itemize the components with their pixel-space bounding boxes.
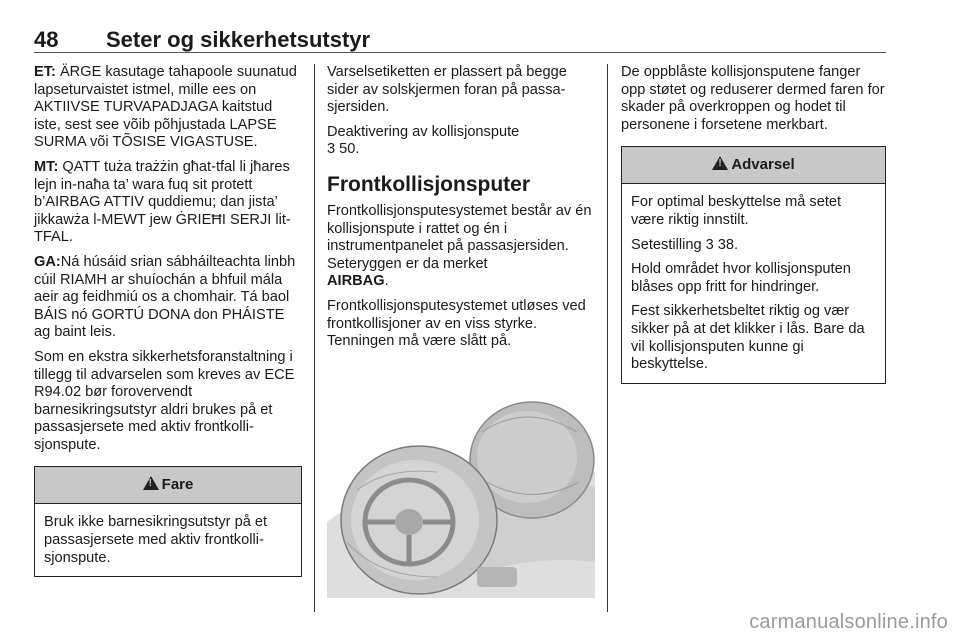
lang-label: MT:: [34, 158, 59, 175]
airbag-illustration: [327, 372, 595, 598]
watermark: carmanualsonline.info: [749, 611, 948, 633]
warning-triangle-icon: !: [143, 476, 159, 490]
warning-item: Hold området hvor kollisjonsputen blåses opp fritt for hindringer.: [631, 261, 851, 295]
paragraph-mt: [34, 159, 302, 247]
danger-box: [34, 466, 302, 577]
label-location-text: Varselsetiketten er plassert på begge sider av solskjermen foran på passasjersiden.: [327, 64, 567, 116]
warning-item: Fest sikkerhetsbeltet riktig og vær sikker på at det klikker i lås. Bare da vil kollisjonsputen kunne gi beskyttelse.: [631, 303, 865, 373]
warning-triangle-icon: !: [712, 156, 728, 170]
lang-label: GA:: [34, 253, 61, 270]
warning-item: Setestilling 3 38.: [631, 236, 739, 253]
warning-box-title: Advarsel: [731, 156, 795, 174]
warning-box: [621, 146, 886, 383]
paragraph-text: Ná húsáid srian sábháilteachta linbh cúil RIAMH ar shuíochán a bhfuil mála aeir ag feidhmiú os a chomhair. Tá baol BÁIS nó GORTÚ DONA don PHÁISTE ag baint leis.: [34, 253, 296, 341]
paragraph-extra: Som en ekstra sikkerhetsforanstaltning i tillegg til advarselen som kreves av ECE R94.02 bør forovervendt barnesikringsutstyr aldri brukes på et passasjersete med aktiv frontkollisjonspute.: [34, 348, 295, 453]
system-description: Frontkollisjonsputesystemet består av én kollisjonspute i rattet og én i instrumentpanelet på passasjersiden. Seteryggen er da merket AIRBAG.: [327, 202, 592, 290]
paragraph-text: QATT tuża trażżin għat-tfal li jħares lejn in-naħa ta’ wara fuq sit protett b’AIRBAG ATTIV quddiemu; dan jista’ jikkawża l-MEWT jew ĠRIEĦI SERJI lit-TFAL.: [34, 158, 291, 246]
page-title: Seter og sikkerhetsutstyr: [106, 27, 371, 52]
lang-label: ET:: [34, 64, 56, 80]
trigger-description: Frontkollisjonsputesystemet utløses ved frontkollisjoner av en viss styrke. Tenningen må være slått på.: [327, 297, 586, 350]
section-heading: Frontkollisjonsputer: [327, 172, 531, 196]
warning-box-body: [622, 184, 885, 382]
deactivation-reference: Deaktivering av kollisjonspute 3 50.: [327, 123, 520, 158]
airbag-function-text: De oppblåste kollisjonsputene fanger opp støtet og reduserer dermed faren for skader på overkroppen og hodet til personene i forsetene merkbart.: [621, 64, 885, 133]
warning-box-header: [622, 147, 885, 184]
column-right: [621, 64, 886, 384]
column-middle: [327, 64, 595, 603]
warning-item: For optimal beskyttelse må setet være riktig innstilt.: [631, 194, 842, 228]
danger-box-body: [35, 504, 301, 576]
column-divider: [314, 64, 315, 612]
page-header: [34, 26, 886, 53]
page-reference-link[interactable]: 3 50.: [327, 141, 360, 158]
page-number: 48: [34, 27, 59, 52]
airbag-mark: AIRBAG: [327, 273, 385, 290]
paragraph-ga: [34, 254, 302, 342]
danger-text: Bruk ikke barnesikringsutstyr på et passasjersete med aktiv frontkollisjonspute.: [44, 514, 268, 566]
column-divider: [607, 64, 608, 612]
paragraph-et: [34, 64, 302, 152]
column-left: [34, 64, 302, 577]
danger-box-header: [35, 467, 301, 504]
danger-box-title: Fare: [161, 476, 194, 494]
paragraph-text: ÄRGE kasutage tahapoole suunatud lapseturvaistet istmel, mille ees on AKTIIVSE TURVAPADJAGA kaitstud iste, sest see võib põhjustada LAPSE SURMA või TÕSISE VIGASTUSE.: [34, 64, 297, 151]
